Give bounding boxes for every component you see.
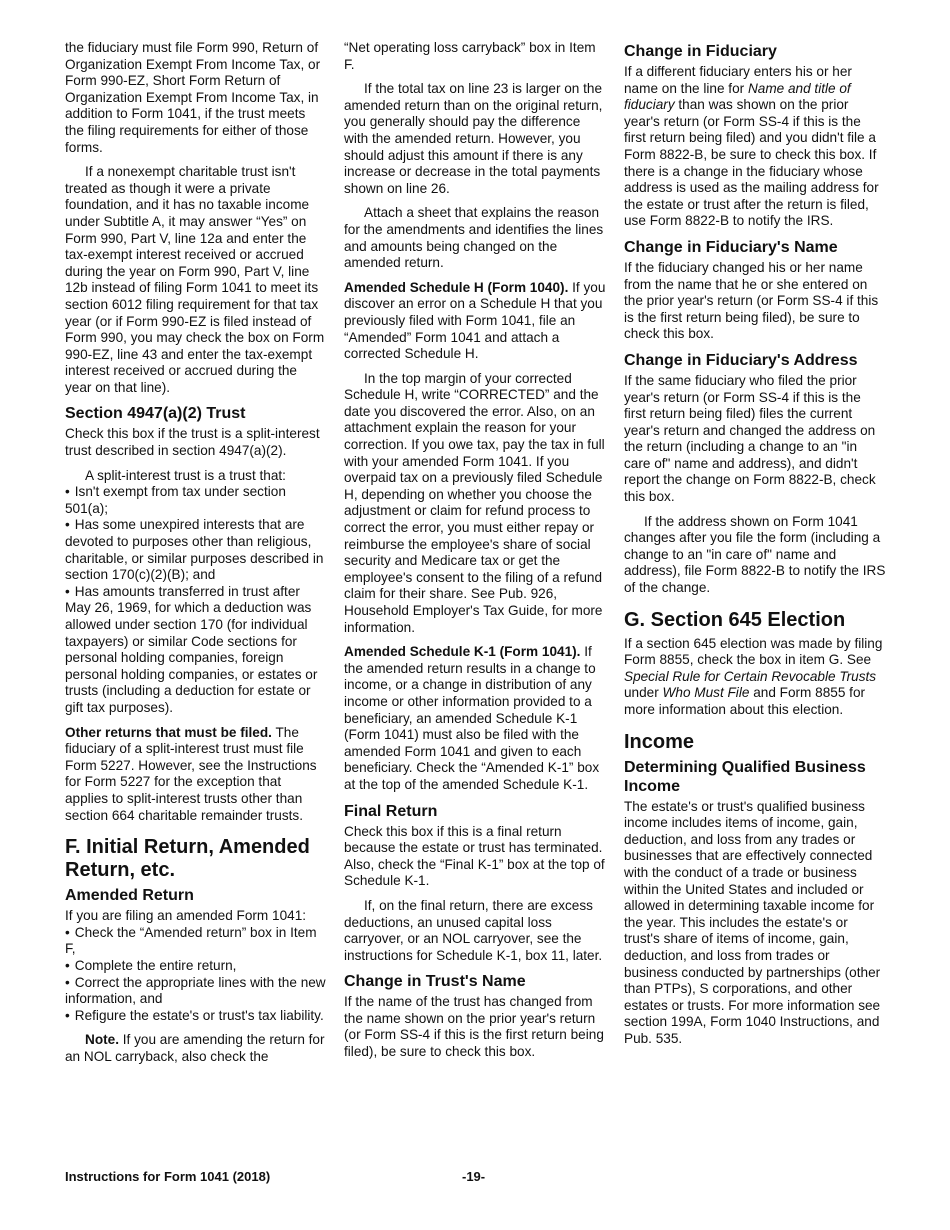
final-return-heading: Final Return xyxy=(344,802,438,820)
paragraph: If the fiduciary changed his or her name from the name that he or she entered on the prior year's return (or Form SS-4 if this is the first return being filed), be sure to check this box. xyxy=(624,259,879,342)
amended-list xyxy=(65,925,327,1025)
italic-term: Name and title of fiduciary xyxy=(624,80,851,113)
paragraph-text: The fiduciary of a split-interest trust must file Form 5227. However, see the Instructions for Form 5227 for the exception that applies to split-interest trusts other than section 664 charitable remainder trusts. xyxy=(65,724,317,823)
amended-return-heading: Amended Return xyxy=(65,887,194,905)
income-heading: Income xyxy=(624,730,695,753)
paragraph-text: If you discover an error on a Schedule H that you previously filed with Form 1041, file an “Amended” Form 1041 and attach a corrected Schedule H. xyxy=(344,279,606,362)
paragraph-text: If the amended return results in a change to income, or a change in distribution of any income or other information provided to a beneficiary, an amended Schedule K-1 (Form 1041) must also be filed with the amended Form 1041 and given to each beneficiary. Check the “Amended K-1” box at the top of the amended Schedule K-1. xyxy=(344,644,600,792)
paragraph-text: If a different fiduciary enters his or her name on the line for xyxy=(624,64,852,96)
list-item: • Isn't exempt from tax under section 501(a); xyxy=(65,484,327,517)
section-g-heading: G. Section 645 Election xyxy=(624,608,846,631)
section-f-heading: F. Initial Return, Amended Return, etc. xyxy=(65,836,310,882)
list-item: • Has amounts transferred in trust after May 26, 1969, for which a deduction was allowed under section 170 (for individual taxpayers) or similar Code sections for personal holding companies, foreign personal holding companies, or estates or trusts (including a deduction for estate or gift tax purposes). xyxy=(65,584,327,717)
run-in-heading: Amended Schedule K-1 (Form 1041). xyxy=(344,644,581,660)
paragraph: If the address shown on Form 1041 changes after you file the form (including a change to an "in care of" name and address), file Form 8822-B to notify the IRS of the change. xyxy=(624,513,886,596)
paragraph-text: and Form 8855 for more information about this election. xyxy=(624,685,866,717)
paragraph: The estate's or trust's qualified business income includes items of income, gain, deduction, and loss from any trades or businesses that are effectively connected with the conduct of a trade or business within the United States and included or allowed in determining taxable income for the year. This includes the estate's or trust's share of items of income, gain, deduction, and loss from trades or business conducted by partnerships (other than PTPs), S corporations, and other estates or trusts. For more information see section 199A, Form 1040 Instructions, and Pub. 535. xyxy=(624,798,881,1046)
paragraph: In the top margin of your corrected Schedule H, write “CORRECTED” and the date you discovered the error. Also, on an attachment explain the reason for your correction. If you owe tax, pay the tax in full with your amended Form 1041. If you overpaid tax on a previously filed Schedule H, depending on whether you choose the adjustment or claim for refund process to correct the error, you must either repay or reimburse the employee's share of social security and Medicare tax or get the employee's consent to the filing of a refund claim for their share. See Pub. 926, Household Employer's Tax Guide, for more information. xyxy=(344,370,605,635)
paragraph: Check this box if this is a final return because the estate or trust has terminated. Also, check the “Final K-1” box at the top of Schedule K-1. xyxy=(344,823,605,889)
paragraph-text: If you are amending the return for an NOL carryback, also check the xyxy=(65,1032,325,1064)
paragraph-text: under xyxy=(624,685,663,701)
list-item: • Complete the entire return, xyxy=(65,958,327,975)
note-label: Note. xyxy=(85,1032,119,1048)
split-interest-list xyxy=(65,484,327,716)
fiduciary-address-heading: Change in Fiduciary's Address xyxy=(624,351,858,369)
paragraph-text: If a section 645 election was made by filing Form 8855, check the box in item G. See xyxy=(624,635,883,668)
schedule-h-paragraph xyxy=(344,280,606,363)
paragraph: If the name of the trust has changed from the name shown on the prior year's return (or Form SS-4 if this is the first return being filed), be sure to check this box. xyxy=(344,994,604,1060)
qbi-heading: Determining Qualified Business Income xyxy=(624,758,866,795)
run-in-heading: Other returns that must be filed. xyxy=(65,724,272,740)
paragraph: If, on the final return, there are excess deductions, an unused capital loss carryover, or an NOL carryover, see the instructions for Schedule K-1, box 11, later. xyxy=(344,897,603,963)
note-paragraph xyxy=(65,1032,327,1065)
paragraph: “Net operating loss carryback” box in Item F. xyxy=(344,40,596,72)
italic-term: Who Must File xyxy=(662,685,750,701)
page-number: -19- xyxy=(462,1169,486,1184)
list-item: • Check the “Amended return” box in Item F, xyxy=(65,925,327,958)
section-4947-heading: Section 4947(a)(2) Trust xyxy=(65,405,246,423)
trust-name-heading: Change in Trust's Name xyxy=(344,973,526,991)
footer-title: Instructions for Form 1041 (2018) xyxy=(65,1169,271,1184)
column-middle xyxy=(344,40,606,1069)
paragraph: Attach a sheet that explains the reason for the amendments and identifies the lines and amounts being changed on the amended return. xyxy=(344,205,604,271)
list-item: • Has some unexpired interests that are devoted to purposes other than religious, charitable, or similar purposes described in section 170(c)(2)(B); and xyxy=(65,517,327,583)
column-right xyxy=(624,40,886,1056)
schedule-k1-paragraph xyxy=(344,644,606,793)
paragraph: the fiduciary must file Form 990, Return of Organization Exempt From Income Tax, or Form 990-EZ, Short Form Return of Organization Exempt From Income Tax, in addition to Form 1041, if the trust meets the filing requirements for either of those forms. xyxy=(65,40,321,155)
other-returns-paragraph xyxy=(65,725,327,825)
list-item: • Correct the appropriate lines with the new information, and xyxy=(65,975,327,1008)
paragraph: Check this box if the trust is a split-interest trust described in section 4947(a)(2). xyxy=(65,426,320,459)
paragraph: If the total tax on line 23 is larger on the amended return than on the original return, you generally should pay the difference with the amended return. However, you should adjust this amount if there is any increase or decrease in the total payments shown on line 26. xyxy=(344,81,603,196)
fiduciary-heading: Change in Fiduciary xyxy=(624,43,777,60)
paragraph xyxy=(624,636,886,719)
paragraph: If you are filing an amended Form 1041: xyxy=(65,908,307,924)
italic-term: Special Rule for Certain Revocable Trusts xyxy=(624,668,877,684)
run-in-heading: Amended Schedule H (Form 1040). xyxy=(344,279,569,295)
paragraph-text: than was shown on the prior year's return (or Form SS-4 if this is the first return being filed) and you didn't file a Form 8822-B, be sure to check this box. If there is a change in the fiduciary whose address is used as the mailing address for the estate or trust after the return is filed, use Form 8822-B to notify the IRS. xyxy=(624,97,879,229)
paragraph: If a nonexempt charitable trust isn't treated as though it were a private foundation, and it has no taxable income under Subtitle A, it may answer “Yes” on Form 990, Part V, line 12a and enter the tax-exempt interest received or accrued during the year on Form 990, Part V, line 12b instead of filing Form 1041 to meet its section 6012 filing requirement for that tax year (or if Form 990-EZ is filed instead of Form 990, you may check the box on Form 990-EZ, line 43 and enter the tax-exempt interest received or accrued during the year on that line). xyxy=(65,164,325,395)
column-left xyxy=(65,40,327,1073)
paragraph: If the same fiduciary who filed the prior year's return (or Form SS-4 if this is the first return being filed) files the current year's return and changed the address on the return (including a change to an "in care of" name and address), and didn't report the change on Form 8822-B, check this box. xyxy=(624,372,876,505)
paragraph xyxy=(624,64,886,230)
fiduciary-name-heading: Change in Fiduciary's Name xyxy=(624,238,838,256)
paragraph: A split-interest trust is a trust that: xyxy=(85,467,286,483)
list-item: • Refigure the estate's or trust's tax liability. xyxy=(65,1008,327,1025)
